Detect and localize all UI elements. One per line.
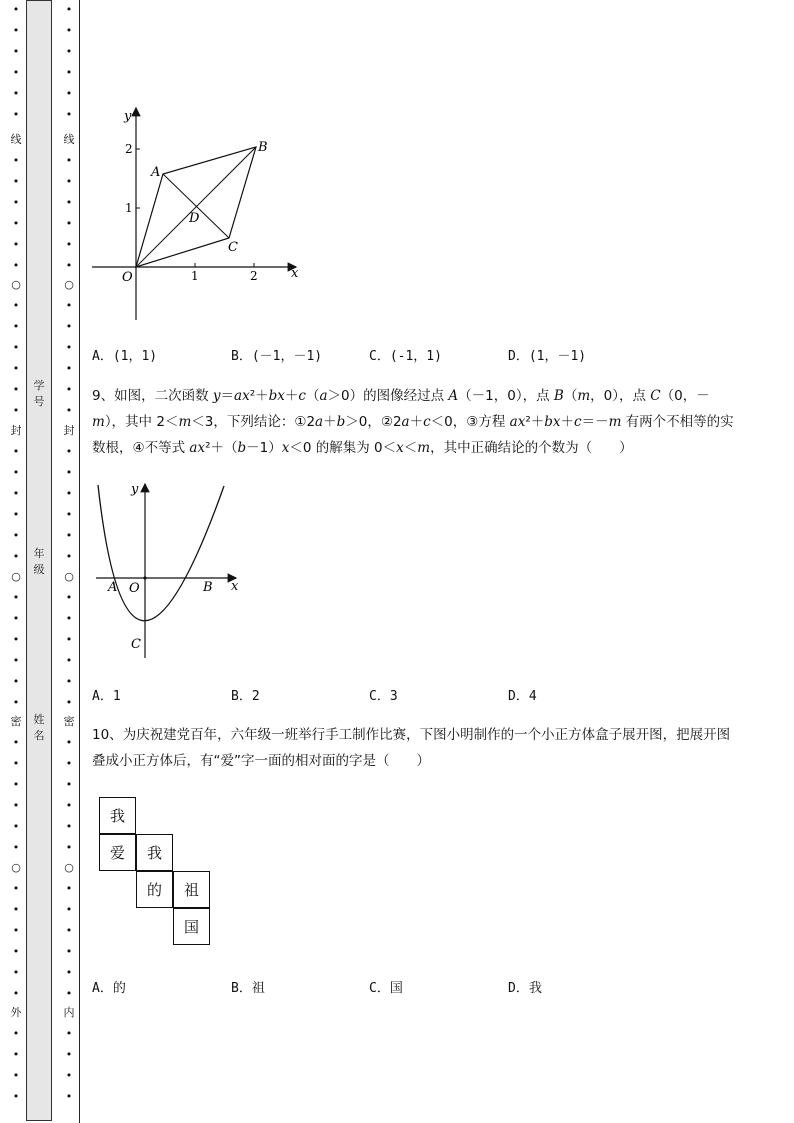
binding-dot: • bbox=[65, 196, 73, 209]
q8-y-tick-2: 2 bbox=[125, 142, 133, 156]
q9-option-b[interactable]: B．2 bbox=[231, 689, 260, 704]
binding-dot: • bbox=[65, 175, 73, 188]
binding-label: ○ bbox=[64, 861, 74, 874]
q9-x-label: x bbox=[231, 579, 239, 594]
q8-x-tick-1: 1 bbox=[191, 269, 199, 283]
q9-point-b: B bbox=[203, 580, 213, 595]
q9-parabola-graph bbox=[90, 478, 250, 663]
binding-dot: • bbox=[65, 966, 73, 979]
q9-y-label: y bbox=[131, 482, 139, 497]
q8-point-b: B bbox=[258, 140, 268, 155]
q9-parabola bbox=[98, 485, 224, 621]
binding-label: 线 bbox=[10, 133, 22, 146]
binding-dot: • bbox=[12, 108, 20, 121]
binding-border-line bbox=[79, 0, 80, 1123]
student-id-field: 学号 bbox=[33, 379, 45, 408]
net-cell: 祖 bbox=[173, 871, 210, 908]
binding-label: ○ bbox=[11, 861, 21, 874]
binding-dot: • bbox=[12, 612, 20, 625]
binding-dot: • bbox=[65, 466, 73, 479]
binding-margin bbox=[0, 0, 82, 1123]
q9-option-a[interactable]: A．1 bbox=[92, 689, 121, 704]
q8-x-tick-2: 2 bbox=[250, 269, 258, 283]
binding-dot: • bbox=[12, 1027, 20, 1040]
binding-dot: • bbox=[65, 45, 73, 58]
binding-dot: • bbox=[12, 529, 20, 542]
binding-dot: • bbox=[12, 757, 20, 770]
q8-y-label: y bbox=[124, 109, 132, 124]
binding-dot: • bbox=[12, 487, 20, 500]
binding-dot: • bbox=[65, 259, 73, 272]
binding-dot: • bbox=[65, 3, 73, 16]
binding-dot: • bbox=[12, 362, 20, 375]
binding-dot: • bbox=[65, 696, 73, 709]
binding-dot: • bbox=[12, 882, 20, 895]
net-cell: 的 bbox=[136, 871, 173, 908]
binding-dot: • bbox=[65, 612, 73, 625]
binding-dot: • bbox=[65, 841, 73, 854]
binding-dot: • bbox=[12, 633, 20, 646]
binding-dot: • bbox=[12, 841, 20, 854]
binding-dot: • bbox=[65, 736, 73, 749]
q10-option-b[interactable]: B．祖 bbox=[231, 981, 265, 996]
binding-dot: • bbox=[12, 924, 20, 937]
binding-label: 线 bbox=[63, 133, 75, 146]
q9-point-c: C bbox=[131, 637, 141, 652]
binding-dot: • bbox=[65, 945, 73, 958]
q8-y-tick-1: 1 bbox=[125, 201, 133, 215]
binding-label: 密 bbox=[63, 715, 75, 728]
binding-dot: • bbox=[65, 987, 73, 1000]
q8-option-d[interactable]: D．(1，－1) bbox=[508, 349, 587, 364]
q10-option-a[interactable]: A．的 bbox=[92, 981, 126, 996]
binding-dot: • bbox=[12, 24, 20, 37]
binding-dot: • bbox=[12, 87, 20, 100]
binding-dot: • bbox=[12, 820, 20, 833]
binding-dot: • bbox=[12, 654, 20, 667]
binding-dot: • bbox=[65, 154, 73, 167]
q10-question-text bbox=[92, 722, 742, 774]
binding-dot: • bbox=[12, 404, 20, 417]
binding-dot: • bbox=[12, 341, 20, 354]
binding-dot: • bbox=[65, 924, 73, 937]
binding-dot: • bbox=[12, 45, 20, 58]
binding-dot: • bbox=[65, 675, 73, 688]
binding-dot: • bbox=[65, 487, 73, 500]
binding-dot: • bbox=[65, 654, 73, 667]
net-cell: 爱 bbox=[99, 834, 136, 871]
binding-dot: • bbox=[12, 778, 20, 791]
q10-body: 为庆祝建党百年，六年级一班举行手工制作比赛，下图小明制作的一个小正方体盒子展开图，把展开图叠成小正方体后，有“爱”字一面的相对面的字是（ ） bbox=[92, 727, 731, 769]
q9-option-c[interactable]: C．3 bbox=[369, 689, 398, 704]
binding-dot: • bbox=[12, 3, 20, 16]
binding-dot: • bbox=[65, 550, 73, 563]
binding-dot: • bbox=[65, 404, 73, 417]
binding-dot: • bbox=[65, 1048, 73, 1061]
q8-origin-label: O bbox=[122, 270, 133, 285]
binding-label: 封 bbox=[10, 424, 22, 437]
binding-dot: • bbox=[65, 1090, 73, 1103]
q9-option-d[interactable]: D．4 bbox=[508, 689, 537, 704]
binding-label: 内 bbox=[63, 1006, 75, 1019]
binding-label: ○ bbox=[11, 278, 21, 291]
name-field: 姓名 bbox=[33, 713, 45, 742]
q9-body: 如图，二次函数 y＝ax²＋bx＋c（a＞0）的图像经过点 A（－1，0），点 B（m，0），点 C（0，－m），其中 2＜m＜3，下列结论：①2a＋b＞0，②2a＋c＜0，③方程 ax²＋bx＋c＝－m 有两个不相等的实数根，④不等式 ax²＋（b－1）x＜0 的解集为 0＜x＜m，其中正确结论的个数为（ ） bbox=[92, 388, 734, 456]
binding-label: 外 bbox=[10, 1006, 22, 1019]
binding-dot: • bbox=[65, 529, 73, 542]
binding-dot: • bbox=[12, 1090, 20, 1103]
binding-dot: • bbox=[12, 550, 20, 563]
binding-dot: • bbox=[65, 882, 73, 895]
binding-dot: • bbox=[65, 217, 73, 230]
binding-label: ○ bbox=[64, 278, 74, 291]
binding-dot: • bbox=[12, 259, 20, 272]
q8-option-a[interactable]: A．(1，1) bbox=[92, 349, 158, 364]
binding-dot: • bbox=[12, 508, 20, 521]
binding-dot: • bbox=[65, 820, 73, 833]
net-cell: 我 bbox=[136, 834, 173, 871]
q8-option-b[interactable]: B．(－1，－1) bbox=[231, 349, 323, 364]
binding-dot: • bbox=[12, 383, 20, 396]
q8-point-d: D bbox=[189, 211, 200, 226]
q8-point-a: A bbox=[151, 165, 161, 180]
binding-dot: • bbox=[12, 736, 20, 749]
binding-dot: • bbox=[12, 299, 20, 312]
binding-dot: • bbox=[12, 445, 20, 458]
q8-point-c: C bbox=[228, 240, 238, 255]
binding-dot: • bbox=[12, 66, 20, 79]
binding-label: 封 bbox=[63, 424, 75, 437]
binding-dot: • bbox=[12, 696, 20, 709]
binding-dot: • bbox=[12, 175, 20, 188]
binding-dot: • bbox=[65, 445, 73, 458]
q9-question-text bbox=[92, 383, 742, 461]
q8-rhombus-graph bbox=[88, 100, 308, 325]
binding-label: 密 bbox=[10, 715, 22, 728]
q9-point-a: A bbox=[108, 580, 118, 595]
q10-option-d[interactable]: D．我 bbox=[508, 981, 542, 996]
net-cell: 我 bbox=[99, 797, 136, 834]
q8-x-label: x bbox=[291, 266, 299, 281]
binding-dot: • bbox=[65, 320, 73, 333]
binding-dot: • bbox=[12, 591, 20, 604]
binding-dot: • bbox=[12, 466, 20, 479]
binding-dot: • bbox=[12, 320, 20, 333]
binding-dot: • bbox=[65, 1069, 73, 1082]
binding-dot: • bbox=[12, 945, 20, 958]
binding-label: ○ bbox=[11, 570, 21, 583]
binding-dot: • bbox=[12, 987, 20, 1000]
binding-dot: • bbox=[65, 778, 73, 791]
q10-number: 10、 bbox=[92, 727, 123, 743]
binding-dot: • bbox=[65, 66, 73, 79]
binding-dot: • bbox=[12, 966, 20, 979]
q10-option-c[interactable]: C．国 bbox=[369, 981, 403, 996]
binding-dot: • bbox=[65, 341, 73, 354]
grade-field: 年级 bbox=[33, 547, 45, 576]
q8-option-c[interactable]: C．(-1，1) bbox=[369, 349, 442, 364]
binding-dot: • bbox=[12, 217, 20, 230]
binding-dot: • bbox=[12, 799, 20, 812]
binding-label: ○ bbox=[64, 570, 74, 583]
binding-dot: • bbox=[12, 1069, 20, 1082]
binding-dot: • bbox=[65, 299, 73, 312]
binding-dot: • bbox=[65, 903, 73, 916]
binding-dot: • bbox=[65, 591, 73, 604]
binding-dot: • bbox=[65, 799, 73, 812]
binding-dot: • bbox=[65, 1027, 73, 1040]
binding-dot: • bbox=[65, 757, 73, 770]
binding-dot: • bbox=[12, 196, 20, 209]
binding-dot: • bbox=[65, 362, 73, 375]
net-cell: 国 bbox=[173, 908, 210, 945]
binding-dot: • bbox=[12, 903, 20, 916]
binding-dot: • bbox=[65, 238, 73, 251]
binding-dot: • bbox=[12, 238, 20, 251]
q9-number: 9、 bbox=[92, 388, 115, 404]
binding-dot: • bbox=[12, 154, 20, 167]
binding-dot: • bbox=[65, 383, 73, 396]
binding-dot: • bbox=[65, 87, 73, 100]
binding-dot: • bbox=[65, 508, 73, 521]
binding-dot: • bbox=[65, 633, 73, 646]
binding-dot: • bbox=[12, 1048, 20, 1061]
binding-dot: • bbox=[12, 675, 20, 688]
q9-origin-label: O bbox=[129, 581, 140, 596]
binding-dot: • bbox=[65, 24, 73, 37]
binding-dot: • bbox=[65, 108, 73, 121]
